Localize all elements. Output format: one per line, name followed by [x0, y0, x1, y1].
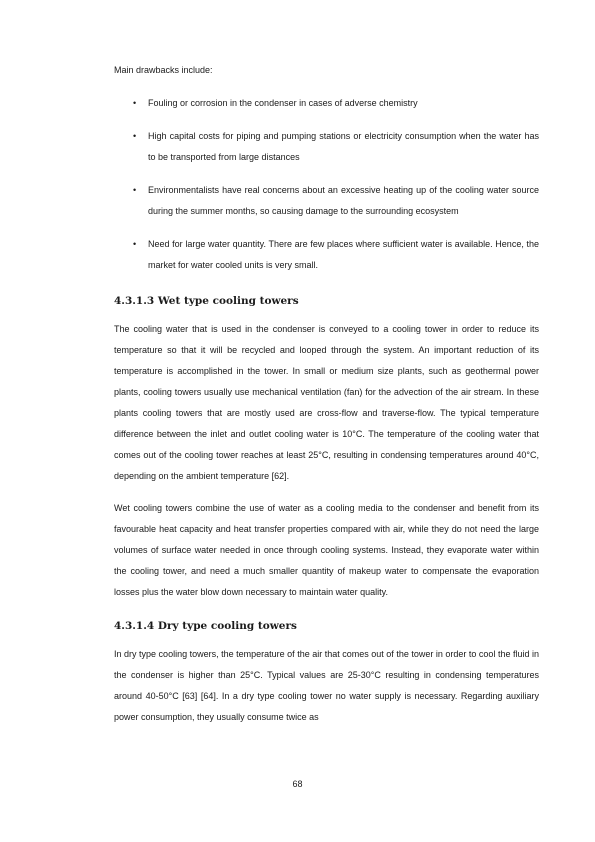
body-paragraph: In dry type cooling towers, the temperature of the air that comes out of the tower in order to cool the fluid in the condenser is higher than 25°C. Typical values are 25-30°C resulting in condensing temperatures around 40-50°C [63] [64]. In a dry type cooling tower no water supply is necessary. Regarding auxiliary power consumption, they usually consume twice as — [114, 649, 539, 722]
bullet-icon: • — [133, 131, 137, 141]
page-number: 68 — [292, 779, 303, 789]
list-item-text: High capital costs for piping and pumping stations or electricity consumption when the water has to be transported from large distances — [148, 131, 539, 162]
section-heading-dry-cooling-towers: 4.3.1.4 Dry type cooling towers — [114, 620, 297, 632]
intro-text: Main drawbacks include: — [114, 65, 213, 75]
body-paragraph: Wet cooling towers combine the use of water as a cooling media to the condenser and benefit from its favourable heat capacity and heat transfer properties compared with air, while they do not need the large volumes of surface water needed in once through cooling systems. Instead, they evaporate water within the cooling tower, and need a much smaller quantity of makeup water to compensate the evaporation losses plus the water blow down necessary to maintain water quality. — [114, 503, 539, 597]
list-item — [114, 180, 539, 222]
bullet-icon: • — [133, 239, 137, 249]
page-content — [114, 60, 539, 728]
list-item — [114, 126, 539, 168]
list-item-text: Environmentalists have real concerns about an excessive heating up of the cooling water source during the summer months, so causing damage to the surrounding ecosystem — [148, 185, 539, 216]
list-item-text: Fouling or corrosion in the condenser in cases of adverse chemistry — [148, 98, 418, 108]
bullet-icon: • — [133, 98, 137, 108]
body-paragraph: The cooling water that is used in the condenser is conveyed to a cooling tower in order to reduce its temperature so that it will be recycled and looped through the system. An important reduction of its temperature is accomplished in the tower. In small or medium size plants, such as geothermal power plants, cooling towers usually use mechanical ventilation (fan) for the advection of the air stream. In these plants cooling towers that are mostly used are cross-flow and traverse-flow. The typical temperature difference between the inlet and outlet cooling water is 10°C. The temperature of the cooling water that comes out of the cooling tower reaches at least 25°C, resulting in condensing temperatures around 40°C, depending on the ambient temperature [62]. — [114, 324, 539, 481]
drawbacks-list — [114, 93, 539, 276]
section-heading-wet-cooling-towers: 4.3.1.3 Wet type cooling towers — [114, 295, 299, 307]
list-item-text: Need for large water quantity. There are few places where sufficient water is available. Hence, the market for water cooled units is very small. — [148, 239, 539, 270]
bullet-icon: • — [133, 185, 137, 195]
list-item — [114, 93, 539, 114]
list-item — [114, 234, 539, 276]
